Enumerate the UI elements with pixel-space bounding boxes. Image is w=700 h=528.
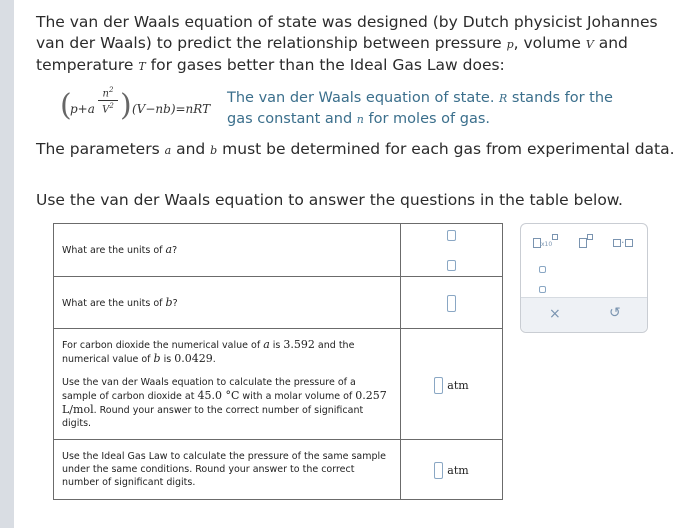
q1-var: a <box>165 243 173 256</box>
eq-p-plus-a: p+a <box>70 102 95 116</box>
var-b: b <box>210 144 218 157</box>
right-paren: ) <box>120 88 132 123</box>
question-ideal-pressure: Use the Ideal Gas Law to calculate the pressure of the same sample under the same conditions. Round your answer to the correct number of significant digits. <box>54 440 401 500</box>
ideal-pressure-input[interactable] <box>434 462 443 479</box>
answer-units-b <box>400 277 502 329</box>
var-p: p <box>506 38 514 51</box>
var-V: V <box>585 38 594 51</box>
para2-text-3: must be determined for each gas from experimental data. <box>217 140 675 158</box>
vdw-pressure-unit: atm <box>447 378 469 392</box>
table-row <box>54 224 503 277</box>
caption-text-1: The van der Waals equation of state. <box>227 90 500 106</box>
eq-num-exp: 2 <box>108 86 114 94</box>
q3-text-2c: . Round your answer to the correct number of significant digits. <box>62 405 364 429</box>
equation-caption <box>227 88 637 130</box>
times10-label: x10 <box>541 241 553 248</box>
question-units-a <box>54 224 401 277</box>
q3-temperature: 45.0 °C <box>197 389 240 402</box>
q1-suffix: ? <box>172 245 178 256</box>
vdw-pressure-input[interactable] <box>434 377 443 394</box>
table-row <box>54 329 503 440</box>
parameters-paragraph <box>36 139 676 161</box>
van-der-waals-equation <box>60 86 220 132</box>
intro-paragraph <box>36 12 676 77</box>
var-a: a <box>164 144 172 157</box>
instruction-paragraph: Use the van der Waals equation to answer the questions in the table below. <box>36 191 623 209</box>
q3-molar-volume: 0.257 L/mol <box>62 389 387 416</box>
q2-var: b <box>165 295 173 309</box>
fraction-answer-input[interactable] <box>447 230 456 271</box>
intro-text-4: for gases better than the Ideal Gas Law does: <box>145 56 505 74</box>
vdw-calc-instruction <box>62 376 392 430</box>
eq-den: V <box>102 104 110 116</box>
q1-prefix: What are the units of <box>62 245 166 256</box>
palette-footer <box>521 297 647 332</box>
table-row <box>54 277 503 329</box>
q3-var-b: b <box>153 352 161 365</box>
eq-num: n <box>102 88 109 100</box>
question-units-b <box>54 277 401 329</box>
co2-parameters-text <box>62 338 392 366</box>
caption-text-2: stands for the gas constant and <box>227 90 613 127</box>
question-vdw-pressure <box>54 329 401 440</box>
equation-row <box>60 86 660 132</box>
caption-var-n: n <box>356 113 364 126</box>
q3-text-1b: is <box>269 340 284 351</box>
table-row <box>54 440 503 500</box>
left-scroll-strip <box>0 0 14 528</box>
q2-suffix: ? <box>172 297 178 309</box>
answer-units-a <box>400 224 502 277</box>
question-table <box>53 223 503 500</box>
caption-var-R: R <box>499 92 508 105</box>
fraction-button[interactable] <box>539 266 546 293</box>
answer-vdw-pressure <box>400 329 502 440</box>
q3-var-a: a <box>263 338 270 351</box>
q3-text-1e: . <box>212 354 216 365</box>
undo-icon[interactable]: ↺ <box>609 305 621 321</box>
q3-text-1d: is <box>160 354 175 365</box>
clear-icon[interactable]: × <box>549 306 561 322</box>
eq-fraction <box>98 86 118 116</box>
para2-text-2: and <box>171 140 211 158</box>
eq-den-exp: 2 <box>109 102 114 111</box>
eq-rest: (V−nb)=nRT <box>132 102 211 116</box>
answer-ideal-pressure <box>400 440 502 500</box>
para2-text-1: The parameters <box>36 140 165 158</box>
left-paren: ( <box>60 88 72 123</box>
math-input-palette <box>520 223 648 333</box>
superscript-button[interactable] <box>579 236 593 249</box>
units-b-input[interactable] <box>447 295 456 312</box>
q3-text-2: Use the van der Waals equation to calculate the pressure of a sample of carbon dioxide at <box>62 377 356 402</box>
q3-text-1: For carbon dioxide the numerical value of <box>62 340 264 351</box>
q3-b-value: 0.0429 <box>174 352 213 365</box>
q2-prefix: What are the units of <box>62 297 166 309</box>
times-ten-power-button[interactable] <box>533 236 558 249</box>
var-T: T <box>138 60 146 73</box>
ideal-pressure-unit: atm <box>447 464 469 477</box>
intro-text-1: The van der Waals equation of state was designed (by Dutch physicist Johannes van der Waals) to predict the relationship between pressure <box>36 13 658 52</box>
q3-text-2b: with a molar volume of <box>239 391 356 402</box>
intro-text-2: , volume <box>513 34 586 52</box>
intro-text-3: and temperature <box>36 34 628 74</box>
dot-label: · <box>621 236 625 249</box>
caption-text-3: for moles of gas. <box>363 111 490 127</box>
multiply-dot-button[interactable] <box>613 236 633 249</box>
q3-a-value: 3.592 <box>283 338 315 351</box>
q3-text-1c: and the numerical value of <box>62 340 355 365</box>
